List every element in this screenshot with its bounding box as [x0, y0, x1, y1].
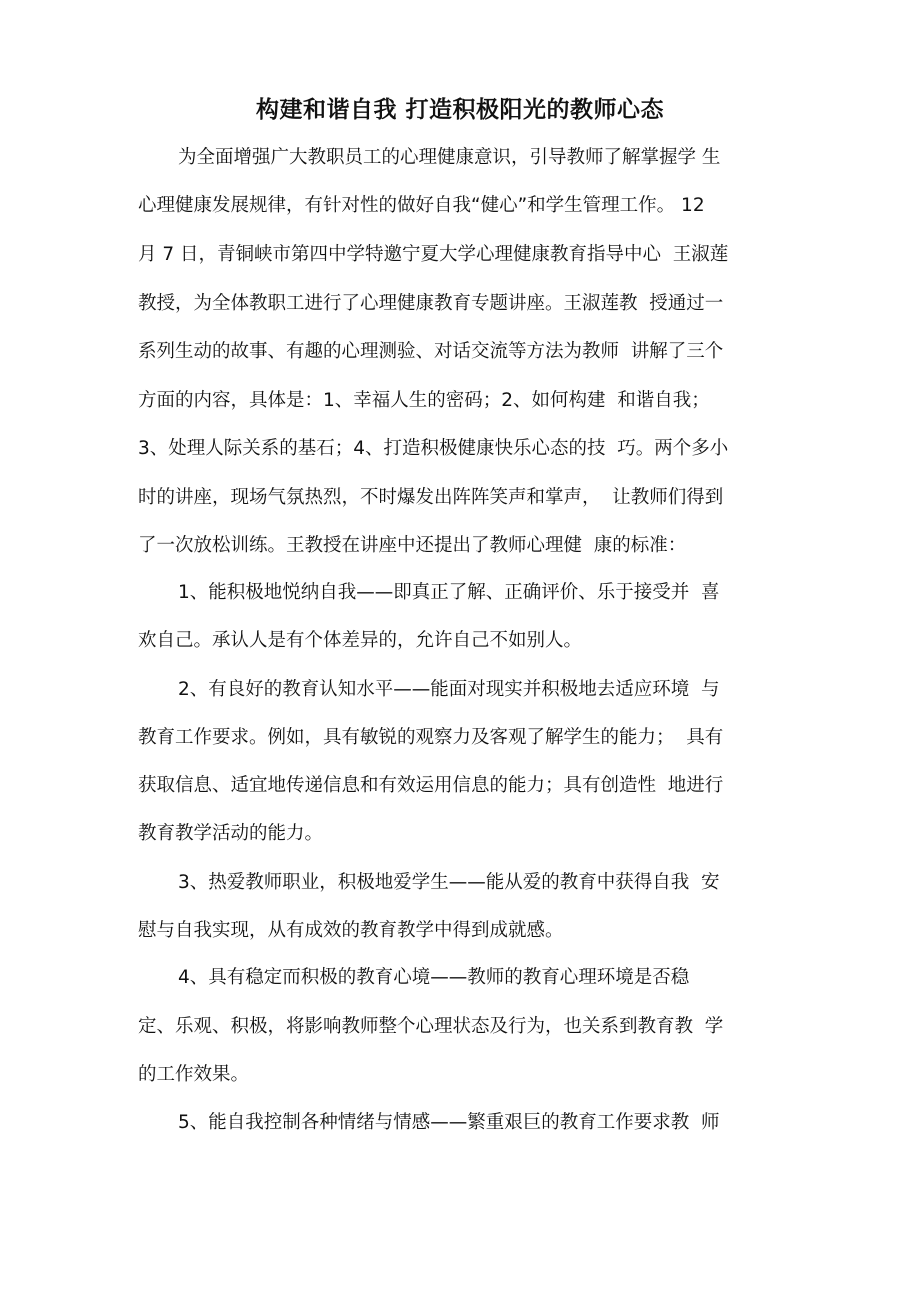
text-line: 欢自己。承认人是有个体差异的，允许自己不如别人。	[138, 630, 583, 651]
text-line: 的工作效果。	[138, 1064, 250, 1085]
text-line: 系列生动的故事、有趣的心理测验、对话交流等方法为教师 讲解了三个	[138, 341, 724, 362]
text-line: 为全面增强广大教职员工的心理健康意识，引导教师了解掌握学 生	[178, 147, 721, 168]
text-line: 教育教学活动的能力。	[138, 823, 324, 844]
text-line: 方面的内容，具体是：1、幸福人生的密码；2、如何构建 和谐自我；	[138, 390, 710, 411]
text-line: 4、具有稳定而积极的教育心境——教师的教育心理环境是否稳	[178, 967, 690, 988]
text-line: 慰与自我实现，从有成效的教育教学中得到成就感。	[138, 920, 564, 941]
text-line: 时的讲座，现场气氛热烈，不时爆发出阵阵笑声和掌声， 让教师们得到	[138, 487, 724, 508]
text-line: 定、乐观、积极，将影响教师整个心理状态及行为，也关系到教育教 学	[138, 1016, 724, 1037]
text-line: 2、有良好的教育认知水平——能面对现实并积极地去适应环境 与	[178, 679, 720, 700]
text-line: 1、能积极地悦纳自我——即真正了解、正确评价、乐于接受并 喜	[178, 582, 720, 603]
text-line: 5、能自我控制各种情绪与情感——繁重艰巨的教育工作要求教 师	[178, 1112, 720, 1133]
text-line: 月 7 日，青铜峡市第四中学特邀宁夏大学心理健康教育指导中心 王淑莲	[138, 244, 729, 265]
page-title: 构建和谐自我 打造积极阳光的教师心态	[255, 97, 664, 123]
text-line: 3、热爱教师职业，积极地爱学生——能从爱的教育中获得自我 安	[178, 872, 720, 893]
text-line: 教育工作要求。例如，具有敏锐的观察力及客观了解学生的能力； 具有	[138, 727, 724, 748]
text-line: 心理健康发展规律，有针对性的做好自我“健心”和学生管理工作。 12	[138, 195, 705, 216]
text-line: 获取信息、适宜地传递信息和有效运用信息的能力；具有创造性 地进行	[138, 775, 724, 796]
text-line: 教授，为全体教职工进行了心理健康教育专题讲座。王淑莲教 授通过一	[138, 293, 724, 314]
text-line: 了一次放松训练。王教授在讲座中还提出了教师心理健 康的标准：	[138, 535, 687, 556]
text-line: 3、处理人际关系的基石；4、打造积极健康快乐心态的技 巧。两个多小	[138, 438, 729, 459]
